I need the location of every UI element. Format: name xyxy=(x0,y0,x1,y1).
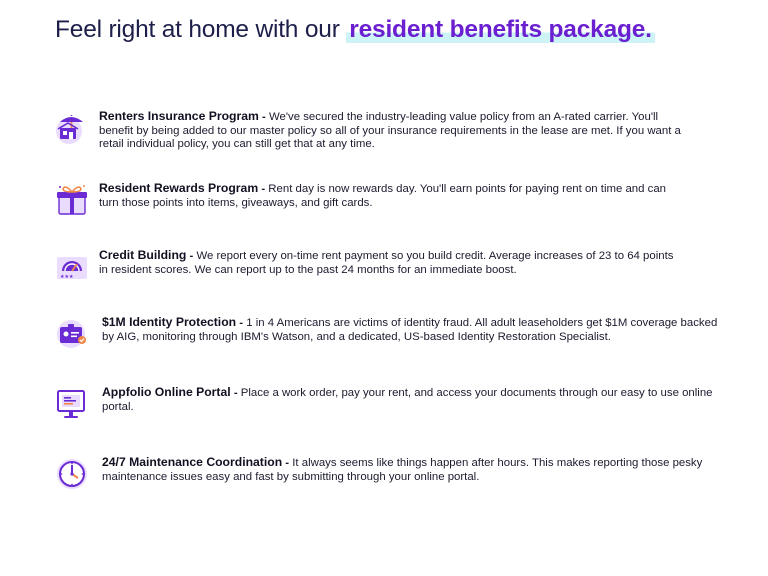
benefit-resident-rewards xyxy=(54,182,684,218)
benefit-title: Renters Insurance Program xyxy=(99,109,259,123)
benefit-description: It always seems like things happen after hours. This makes reporting those pesky maintenance issues easy and fast by submitting through your online portal. xyxy=(102,457,703,483)
benefit-credit-building xyxy=(54,249,684,285)
insurance-umbrella-icon xyxy=(54,110,90,146)
credit-gauge-icon xyxy=(54,249,90,285)
benefit-maintenance-coordination xyxy=(54,456,724,492)
online-portal-monitor-icon xyxy=(54,386,90,422)
benefit-separator: - xyxy=(236,317,247,329)
benefit-title: Appfolio Online Portal xyxy=(102,385,231,399)
benefit-separator: - xyxy=(258,111,269,123)
benefit-description: 1 in 4 Americans are victims of identity fraud. All adult leaseholders get $1M coverage backed by AIG, monitoring through IBM's Watson, and a dedicated, US-based Identity Restoration Specialist. xyxy=(102,317,718,343)
benefit-separator: - xyxy=(186,250,197,262)
benefit-description: We report every on-time rent payment so you build credit. Average increases of 23 to 64 points in resident scores. We can report up to the past 24 months for an immediate boost. xyxy=(99,250,674,276)
benefit-title: Resident Rewards Program xyxy=(99,181,259,195)
benefit-separator: - xyxy=(282,457,293,469)
benefit-separator: - xyxy=(230,387,241,399)
benefit-title: $1M Identity Protection xyxy=(102,315,237,329)
headline-highlight: resident benefits package. xyxy=(346,16,655,43)
benefit-description: Place a work order, pay your rent, and access your documents through our easy to use online portal. xyxy=(102,387,713,413)
benefit-identity-protection xyxy=(54,316,724,352)
identity-badge-icon xyxy=(54,316,90,352)
headline-prefix: Feel right at home with our xyxy=(55,16,340,43)
page-headline xyxy=(55,16,655,44)
maintenance-clock-icon xyxy=(54,456,90,492)
benefit-title: 24/7 Maintenance Coordination xyxy=(102,455,283,469)
benefit-description: We've secured the industry-leading value policy from an A-rated carrier. You'll benefit by being added to our master policy so all of your insurance requirements in the lease are met. If you want a retail individual policy, you can still get that at any time. xyxy=(99,111,681,151)
benefit-online-portal xyxy=(54,386,724,422)
gift-box-icon xyxy=(54,182,90,218)
benefit-description: Rent day is now rewards day. You'll earn points for paying rent on time and can turn those points into items, giveaways, and gift cards. xyxy=(99,183,666,209)
svg-text:★★★: ★★★ xyxy=(60,274,74,280)
benefit-title: Credit Building xyxy=(99,248,187,262)
benefit-renters-insurance xyxy=(54,110,684,152)
benefit-separator: - xyxy=(258,183,269,195)
